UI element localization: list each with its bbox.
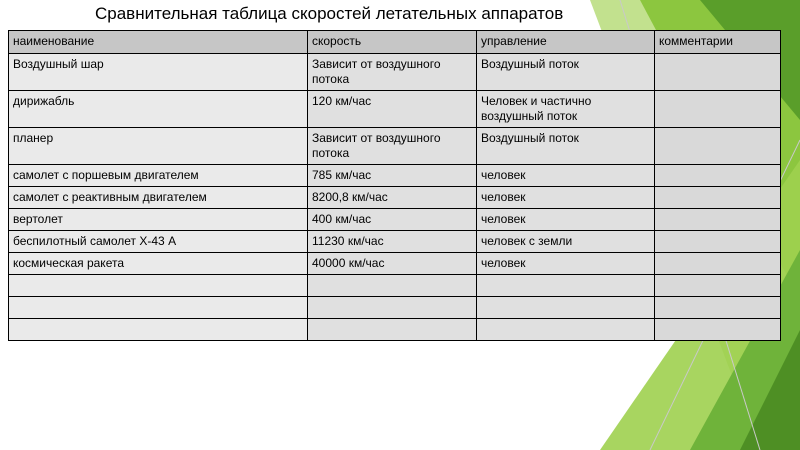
cell-speed: Зависит от воздушного потока: [308, 128, 477, 165]
cell-comment: [655, 319, 781, 341]
cell-speed: 40000 км/час: [308, 253, 477, 275]
cell-control: Воздушный поток: [477, 128, 655, 165]
cell-name: самолет с реактивным двигателем: [9, 187, 308, 209]
cell-control: Воздушный поток: [477, 54, 655, 91]
header-comments: комментарии: [655, 31, 781, 54]
cell-control: человек: [477, 209, 655, 231]
cell-name: космическая ракета: [9, 253, 308, 275]
cell-control: человек: [477, 165, 655, 187]
cell-control: Человек и частично воздушный поток: [477, 91, 655, 128]
cell-speed: 785 км/час: [308, 165, 477, 187]
cell-name: [9, 275, 308, 297]
cell-control: человек с земли: [477, 231, 655, 253]
cell-control: человек: [477, 253, 655, 275]
cell-comment: [655, 187, 781, 209]
table-row: [9, 187, 781, 209]
cell-speed: [308, 275, 477, 297]
header-name: наименование: [9, 31, 308, 54]
table-header-row: [9, 31, 781, 54]
cell-speed: [308, 297, 477, 319]
header-speed: скорость: [308, 31, 477, 54]
table-row: [9, 209, 781, 231]
table-row: [9, 128, 781, 165]
cell-control: [477, 297, 655, 319]
cell-speed: 400 км/час: [308, 209, 477, 231]
cell-control: [477, 275, 655, 297]
cell-name: самолет с поршевым двигателем: [9, 165, 308, 187]
header-control: управление: [477, 31, 655, 54]
cell-speed: 11230 км/час: [308, 231, 477, 253]
cell-comment: [655, 91, 781, 128]
cell-name: Воздушный шар: [9, 54, 308, 91]
cell-speed: 8200,8 км/час: [308, 187, 477, 209]
cell-comment: [655, 128, 781, 165]
cell-speed: 120 км/час: [308, 91, 477, 128]
table-row: [9, 91, 781, 128]
cell-control: [477, 319, 655, 341]
cell-comment: [655, 231, 781, 253]
cell-speed: Зависит от воздушного потока: [308, 54, 477, 91]
cell-comment: [655, 253, 781, 275]
cell-name: [9, 319, 308, 341]
cell-name: вертолет: [9, 209, 308, 231]
table-row: [9, 165, 781, 187]
cell-name: планер: [9, 128, 308, 165]
cell-comment: [655, 297, 781, 319]
table-row: [9, 231, 781, 253]
table-row: [9, 54, 781, 91]
cell-speed: [308, 319, 477, 341]
cell-comment: [655, 165, 781, 187]
table-row-empty: [9, 319, 781, 341]
cell-comment: [655, 209, 781, 231]
table-row-empty: [9, 297, 781, 319]
speed-comparison-table: [8, 30, 781, 341]
cell-name: беспилотный самолет Х-43 А: [9, 231, 308, 253]
table-row: [9, 253, 781, 275]
cell-comment: [655, 275, 781, 297]
page-title: Сравнительная таблица скоростей летательных аппаратов: [95, 4, 564, 23]
cell-name: дирижабль: [9, 91, 308, 128]
cell-control: человек: [477, 187, 655, 209]
cell-comment: [655, 54, 781, 91]
cell-name: [9, 297, 308, 319]
table-row-empty: [9, 275, 781, 297]
